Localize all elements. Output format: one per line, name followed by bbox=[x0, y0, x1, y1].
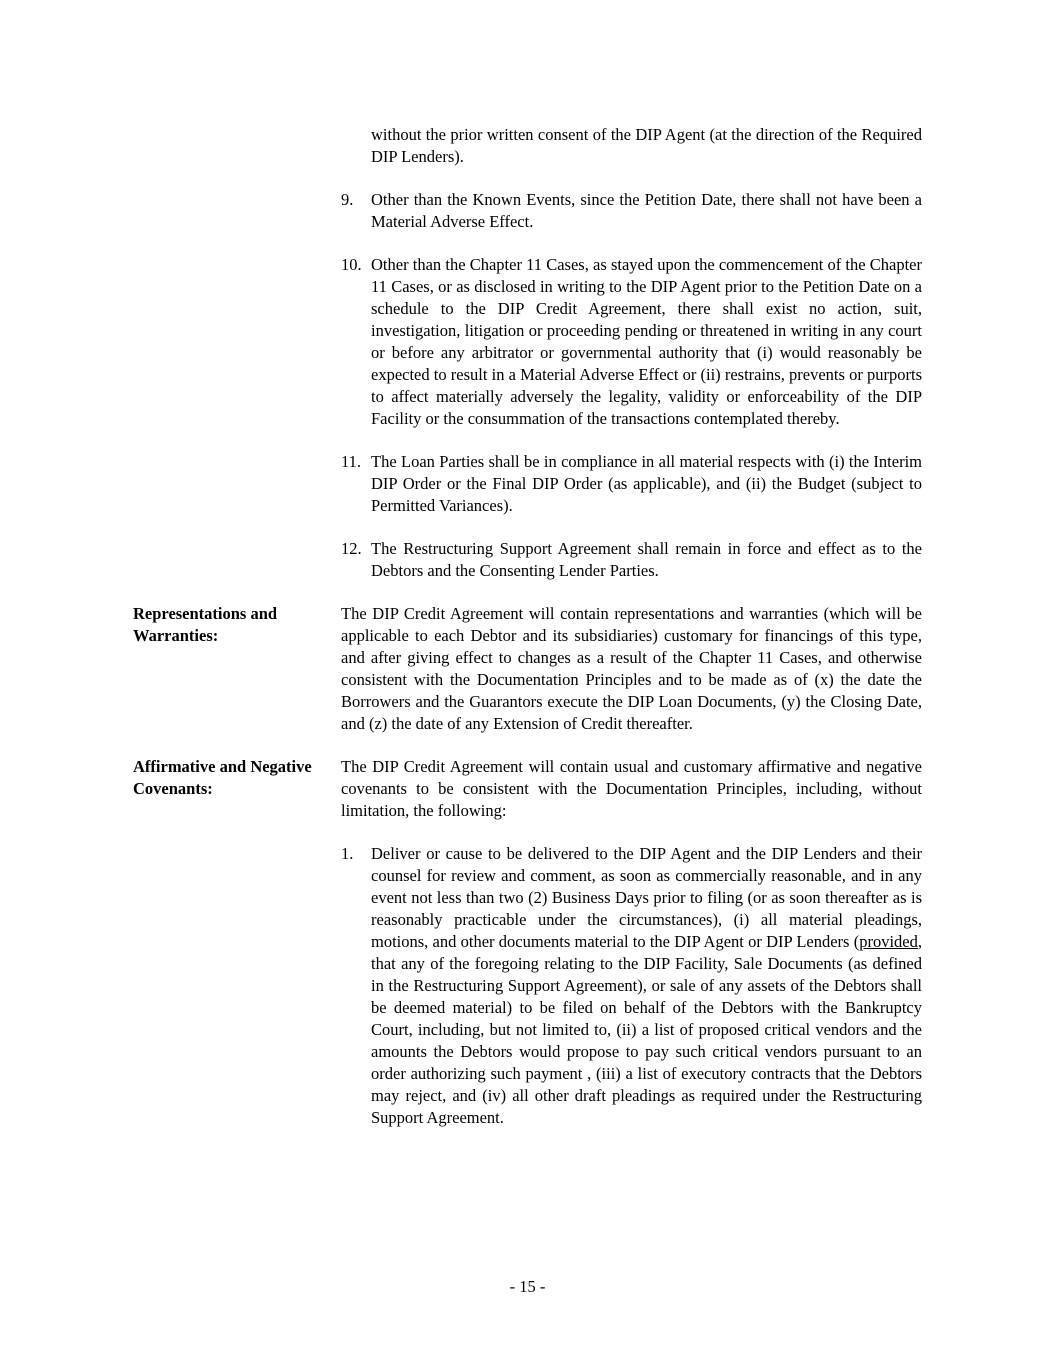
covenant-text-before: Deliver or cause to be delivered to the DIP Agent and the DIP Lenders and their counsel for review and comment, as soon as commercially reasonable, and in any event not less than two (2) Business Days prior to filing (or as soon thereafter as is reasonably practicable under the circumstances), (i) all material pleadings, motions, and other documents material to the DIP Agent or DIP Lenders ( bbox=[371, 844, 922, 951]
page-number: - 15 - bbox=[509, 1277, 546, 1296]
list-number: 12. bbox=[341, 539, 362, 558]
covenant-text-after: , that any of the foregoing relating to the DIP Facility, Sale Documents (as defined in the Restructuring Support Agreement), or sale of any assets of the Debtors shall be deemed material) to be filed on behalf of the Debtors with the Bankruptcy Court, including, but not limited to, (ii) a list of proposed critical vendors and the amounts the Debtors would propose to pay such critical vendors pursuant to an order authorizing such payment , (iii) a list of executory contracts that the Debtors may reject, and (iv) all other draft pleadings as required under the Restructuring Support Agreement. bbox=[371, 932, 922, 1127]
list-item-text: The Loan Parties shall be in compliance in all material respects with (i) the Interim DIP Order or the Final DIP Order (as applicable), and (ii) the Budget (subject to Permitted Variances). bbox=[371, 452, 922, 515]
list-item-10 bbox=[341, 254, 922, 430]
list-item-text: The Restructuring Support Agreement shall remain in force and effect as to the Debtors and the Consenting Lender Parties. bbox=[371, 539, 922, 580]
list-item-9 bbox=[341, 189, 922, 233]
section-body: The DIP Credit Agreement will contain usual and customary affirmative and negative covenants to be consistent with the Documentation Principles, including, without limitation, the following: bbox=[341, 757, 922, 820]
list-item-text: Other than the Chapter 11 Cases, as stayed upon the commencement of the Chapter 11 Cases, or as disclosed in writing to the DIP Agent prior to the Petition Date on a schedule to the DIP Credit Agreement, there shall exist no action, suit, investigation, litigation or proceeding pending or threatened in writing in any court or before any arbitrator or governmental authority that (i) would reasonably be expected to result in a Material Adverse Effect or (ii) restrains, prevents or purports to affect materially adversely the legality, validity or enforceability of the DIP Facility or the consummation of the transactions contemplated thereby. bbox=[371, 255, 922, 428]
section-representations-and-warranties bbox=[133, 603, 922, 735]
covenant-list-item-1 bbox=[341, 843, 922, 1129]
list-number: 11. bbox=[341, 452, 362, 471]
list-number: 9. bbox=[341, 190, 354, 209]
list-number: 1. bbox=[341, 844, 354, 863]
list-item-12 bbox=[341, 538, 922, 582]
paragraph-continuation: without the prior written consent of the DIP Agent (at the direction of the Required DIP Lenders). bbox=[371, 125, 922, 166]
section-label: Representations and Warranties: bbox=[133, 604, 278, 645]
section-body: The DIP Credit Agreement will contain representations and warranties (which will be applicable to each Debtor and its subsidiaries) customary for financings of this type, and after giving effect to changes as a result of the Chapter 11 Cases, and otherwise consistent with the Documentation Principles and to be made as of (x) the date the Borrowers and the Guarantors execute the DIP Loan Documents, (y) the Closing Date, and (z) the date of any Extension of Credit thereafter. bbox=[341, 604, 922, 733]
list-item-11 bbox=[341, 451, 922, 517]
covenant-item-text bbox=[371, 843, 922, 1129]
covenant-text-underlined: provided bbox=[859, 932, 918, 951]
list-item-text: Other than the Known Events, since the Petition Date, there shall not have been a Material Adverse Effect. bbox=[371, 190, 922, 231]
section-affirmative-and-negative-covenants bbox=[133, 756, 922, 822]
list-number: 10. bbox=[341, 255, 362, 274]
section-label: Affirmative and Negative Covenants: bbox=[133, 757, 312, 798]
